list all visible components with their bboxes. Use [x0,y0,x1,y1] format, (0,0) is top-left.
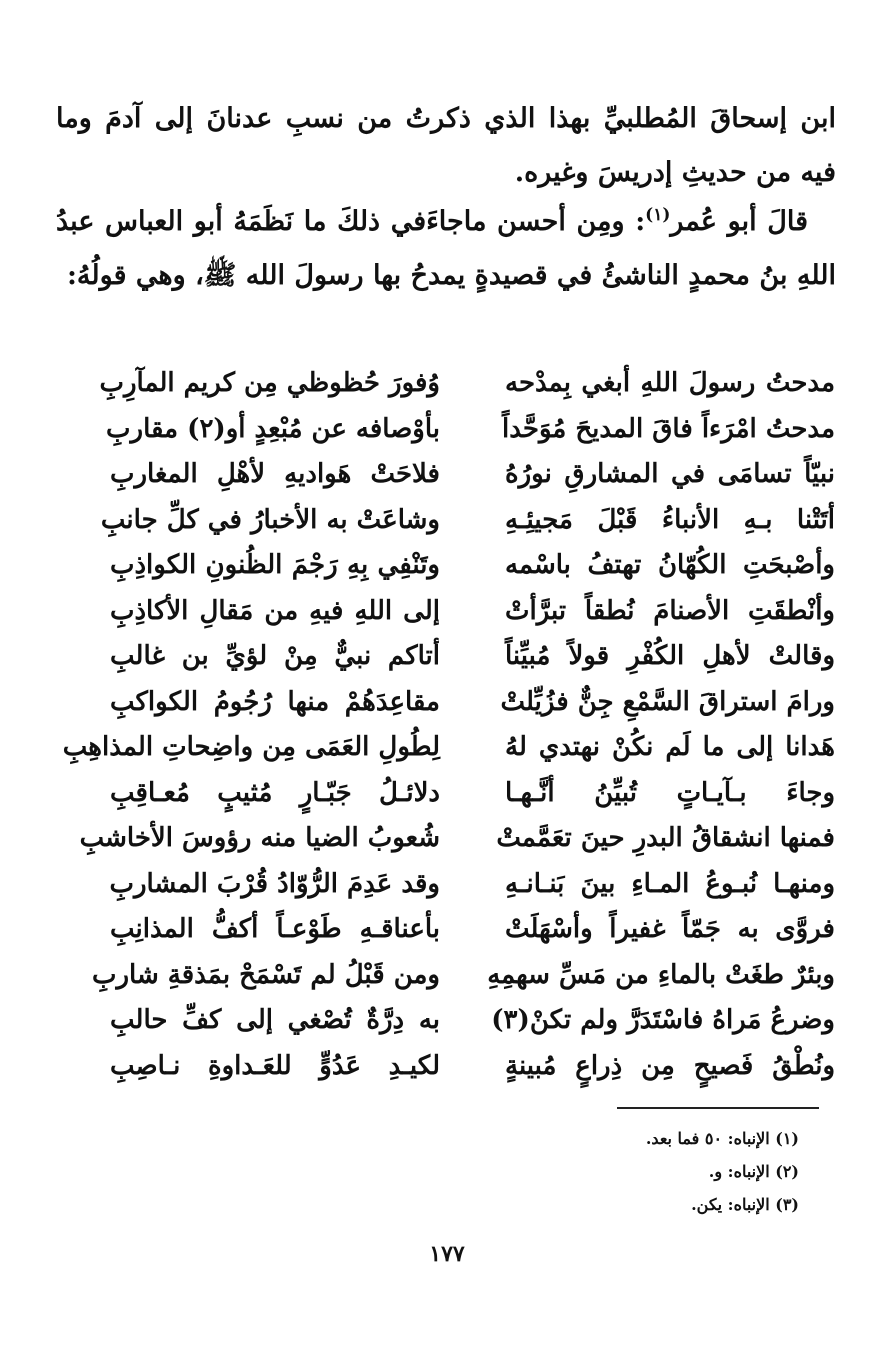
intro-paragraph [56,92,836,200]
verse-first-hemistich: وبئرٌ طغَتْ بالماءِ من مَسِّ سهمِهِ [487,960,835,990]
intro-text: ابن إسحاقَ المُطلبيِّ بهذا الذي ذكرتُ من نسبِ عدنانَ إلى آدمَ وما فيه من حديثِ إدريسَ وغيره. [56,103,836,188]
poem-verse [110,863,835,905]
verse-first-hemistich: ورامَ استراقَ السَّمْعِ جِنٌّ فزُيِّلتْ [500,687,835,717]
verse-first-hemistich: وقالتْ لأهلِ الكُفْرِ قولاً مُبيِّناً [505,641,835,671]
verse-second-hemistich: دلائـلُ جَبّـارٍ مُثيبٍ مُعـاقِبِ [110,778,440,808]
verse-second-hemistich: فلاحَتْ هَواديهِ لأهْلِ المغاربِ [110,459,440,489]
poem-verse [99,362,835,404]
footnote-divider [617,1107,819,1109]
verse-second-hemistich: بأوْصافه عن مُبْعِدٍ أو(٢) مقاربِ [106,414,440,444]
quote-body: : ومِن أحسن ماجاءَفي ذلكَ ما نَظَمَهُ أبو العباس عبدُ اللهِ بنُ محمدٍ الناشئُ في قصيدةٍ يمدحُ بها رسولَ الله ﷺ، وهي قولُهُ: [56,206,836,291]
verse-first-hemistich: فروَّى به جَمّاً غفيراً وأسْهَلَتْ [505,914,835,944]
verse-first-hemistich: هَدانا إلى ما لَم نكُنْ نهتدي لهُ [505,732,835,762]
verse-first-hemistich: مدحتُ امْرَءاً فاقَ المديحَ مُوَحَّداً [502,414,835,444]
verse-second-hemistich: مقاعِدَهُمْ منها رُجُومُ الكواكبِ [110,687,440,717]
verse-second-hemistich: لكيـدِ عَدُوٍّ للعَـداوةِ نـاصِبِ [110,1051,440,1081]
verse-first-hemistich: ومنهـا نُبـوعُ المـاءِ بينَ بَنـانـهِ [505,869,835,899]
verse-first-hemistich: مدحتُ رسولَ اللهِ أبغي بِمدْحه [505,368,835,398]
poem-verse [100,499,835,541]
page-number: ١٧٧ [429,1241,465,1267]
verse-second-hemistich: وُفورَ حُظوظي مِن كريم المآرِبِ [99,368,440,398]
footnote-3: (٣) الإنباه: يكن. [691,1195,799,1214]
footnote-ref-1: (١) [645,205,671,225]
verse-second-hemistich: وتَنْفِي بِهِ رَجْمَ الظُنونِ الكواذِبِ [110,550,440,580]
verse-second-hemistich: أتاكم نبيٌّ مِنْ لؤيِّ بن غالبِ [110,641,440,671]
verse-second-hemistich: إلى اللهِ فيهِ من مَقالِ الأكاذِبِ [110,596,440,626]
verse-first-hemistich: أتَتْنا بـهِ الأنباءُ قَبْلَ مَجيئِـهِ [505,505,835,535]
poem-verse [110,772,835,814]
verse-second-hemistich: لِطُولِ العَمَى مِن واضِحاتِ المذاهِبِ [62,732,440,762]
poem [62,362,835,1097]
verse-second-hemistich: ومن قَبْلُ لم تَسْمَحْ بمَذقةِ شاربِ [92,960,440,990]
quote-lead: قالَ أبو عُمر [670,206,808,237]
verse-first-hemistich: ونُطْقُ فَصيحٍ مِن ذِراعٍ مُبينةٍ [505,1051,835,1081]
verse-first-hemistich: وجاءَ بـآيـاتٍ تُبيِّنُ أنَّـهـا [505,778,835,808]
poem-verse [110,1045,835,1087]
verse-first-hemistich: وأصْبحَتِ الكُهّانُ تهتفُ باسْمه [505,550,835,580]
poem-verse [110,453,835,495]
poem-verse [110,544,835,586]
poem-verse [62,726,835,768]
quote-text [56,188,836,303]
verse-first-hemistich: نبيّاً تسامَى في المشارقِ نورُهُ [505,459,835,489]
poem-verse [110,908,835,950]
verse-second-hemistich: وقد عَدِمَ الرُّوّادُ قُرْبَ المشاربِ [109,869,440,899]
poem-verse [110,681,835,723]
verse-second-hemistich: وشاعَتْ به الأخبارُ في كلِّ جانبِ [100,505,440,535]
poem-verse [79,817,835,859]
verse-first-hemistich: فمنها انشقاقُ البدرِ حينَ تعَمَّمتْ [496,823,835,853]
footnote-2: (٢) الإنباه: و. [708,1162,799,1181]
footnotes [499,1122,799,1221]
poem-verse [110,635,835,677]
footnote-1: (١) الإنباه: ٥٠ فما بعد. [645,1129,799,1148]
poem-verse [110,999,835,1041]
verse-second-hemistich: شُعوبُ الضيا منه رؤوسَ الأخاشبِ [79,823,440,853]
verse-first-hemistich: وضرعُ مَراهُ فاسْتَدَرَّ ولم تكنْ(٣) [491,1005,835,1035]
poem-verse [106,408,835,450]
poem-verse [92,954,835,996]
quote-paragraph [56,188,836,303]
poem-verse [110,590,835,632]
verse-second-hemistich: بأعناقـهِ طَوْعـاً أكفُّ المذانِبِ [110,914,440,944]
verse-second-hemistich: به دِرَّةٌ تُصْغي إلى كفِّ حالبِ [110,1005,440,1035]
verse-first-hemistich: وأنْطقَتِ الأصنامَ نُطقاً تبرَّأتْ [505,596,835,626]
